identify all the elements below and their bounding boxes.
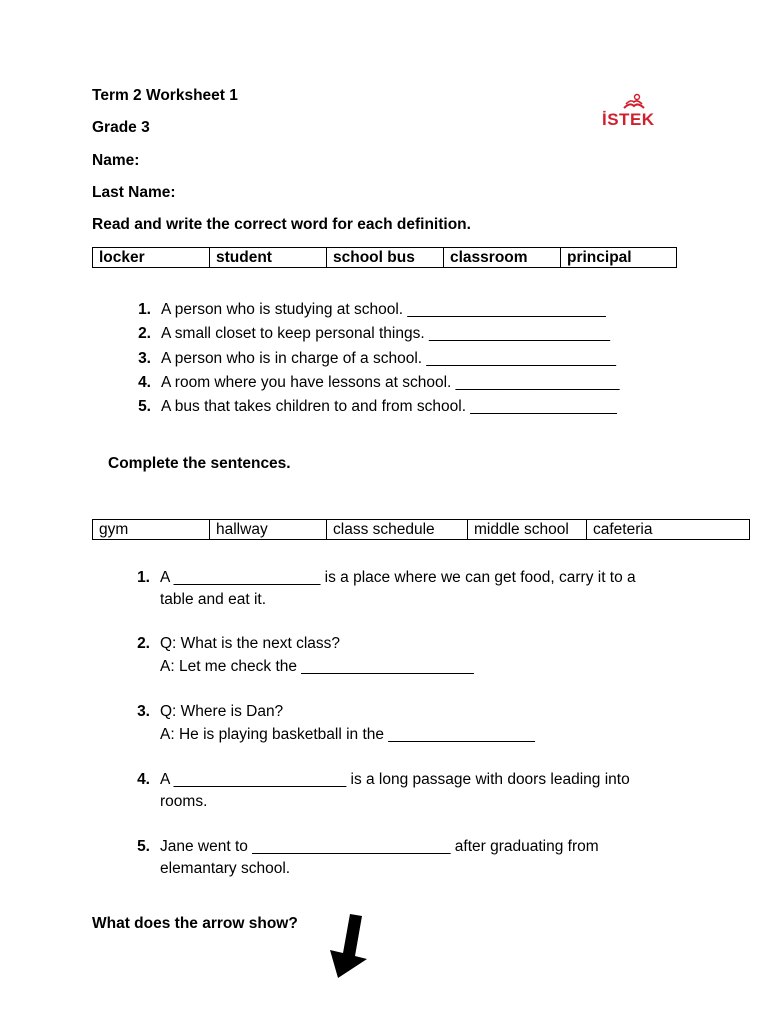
sentence-line: Q: Where is Dan? xyxy=(160,703,284,720)
definition-number: 1. xyxy=(138,301,151,318)
word-bank-item: middle school xyxy=(468,520,587,540)
section1-instruction: Read and write the correct word for each definition. xyxy=(92,216,471,233)
definition-item: A room where you have lessons at school. ___________________ xyxy=(161,374,620,391)
sentence-number: 5. xyxy=(137,838,150,855)
definition-item: A bus that takes children to and from school. _________________ xyxy=(161,398,617,415)
sentence-line: A: Let me check the ____________________ xyxy=(160,658,474,675)
definition-item: A person who is in charge of a school. ______________________ xyxy=(161,350,617,367)
logo-text: İSTEK xyxy=(602,110,655,129)
word-bank-2 xyxy=(92,519,750,540)
sentence-line: table and eat it. xyxy=(160,591,266,608)
name-label: Name: xyxy=(92,152,140,169)
sentence-line: A: He is playing basketball in the _________________ xyxy=(160,726,535,743)
section2-instruction: Complete the sentences. xyxy=(108,455,291,472)
word-bank-item: hallway xyxy=(210,520,327,540)
word-bank-1 xyxy=(92,247,677,268)
worksheet-title: Term 2 Worksheet 1 xyxy=(92,87,238,104)
sentence-line: elemantary school. xyxy=(160,860,291,877)
word-bank-item: cafeteria xyxy=(587,520,750,540)
sentence-line: rooms. xyxy=(160,793,208,810)
word-bank-item: student xyxy=(210,248,327,268)
last-name-label: Last Name: xyxy=(92,184,176,201)
definition-number: 4. xyxy=(138,374,151,391)
sentence-number: 1. xyxy=(137,569,150,586)
grade-label: Grade 3 xyxy=(92,119,150,136)
word-bank-item: gym xyxy=(93,520,210,540)
word-bank-item: school bus xyxy=(327,248,444,268)
sentence-number: 3. xyxy=(137,703,150,720)
book-icon xyxy=(614,93,654,111)
sentence-line: Jane went to _______________________ after graduating from xyxy=(160,838,599,855)
sentence-line: A ____________________ is a long passage with doors leading into xyxy=(160,771,630,788)
sentence-number: 4. xyxy=(137,771,150,788)
word-bank-item: classroom xyxy=(444,248,561,268)
istek-logo xyxy=(600,93,662,137)
arrow-question: What does the arrow show? xyxy=(92,915,298,932)
sentence-line: Q: What is the next class? xyxy=(160,635,341,652)
word-bank-item: class schedule xyxy=(327,520,468,540)
sentence-number: 2. xyxy=(137,635,150,652)
definition-number: 5. xyxy=(138,398,151,415)
definition-number: 3. xyxy=(138,350,151,367)
word-bank-item: principal xyxy=(561,248,677,268)
definition-number: 2. xyxy=(138,325,151,342)
sentence-line: A _________________ is a place where we can get food, carry it to a xyxy=(160,569,636,586)
definition-item: A small closet to keep personal things. _____________________ xyxy=(161,325,610,342)
word-bank-item: locker xyxy=(93,248,210,268)
down-arrow-icon xyxy=(322,912,372,982)
definition-item: A person who is studying at school. _______________________ xyxy=(161,301,606,318)
